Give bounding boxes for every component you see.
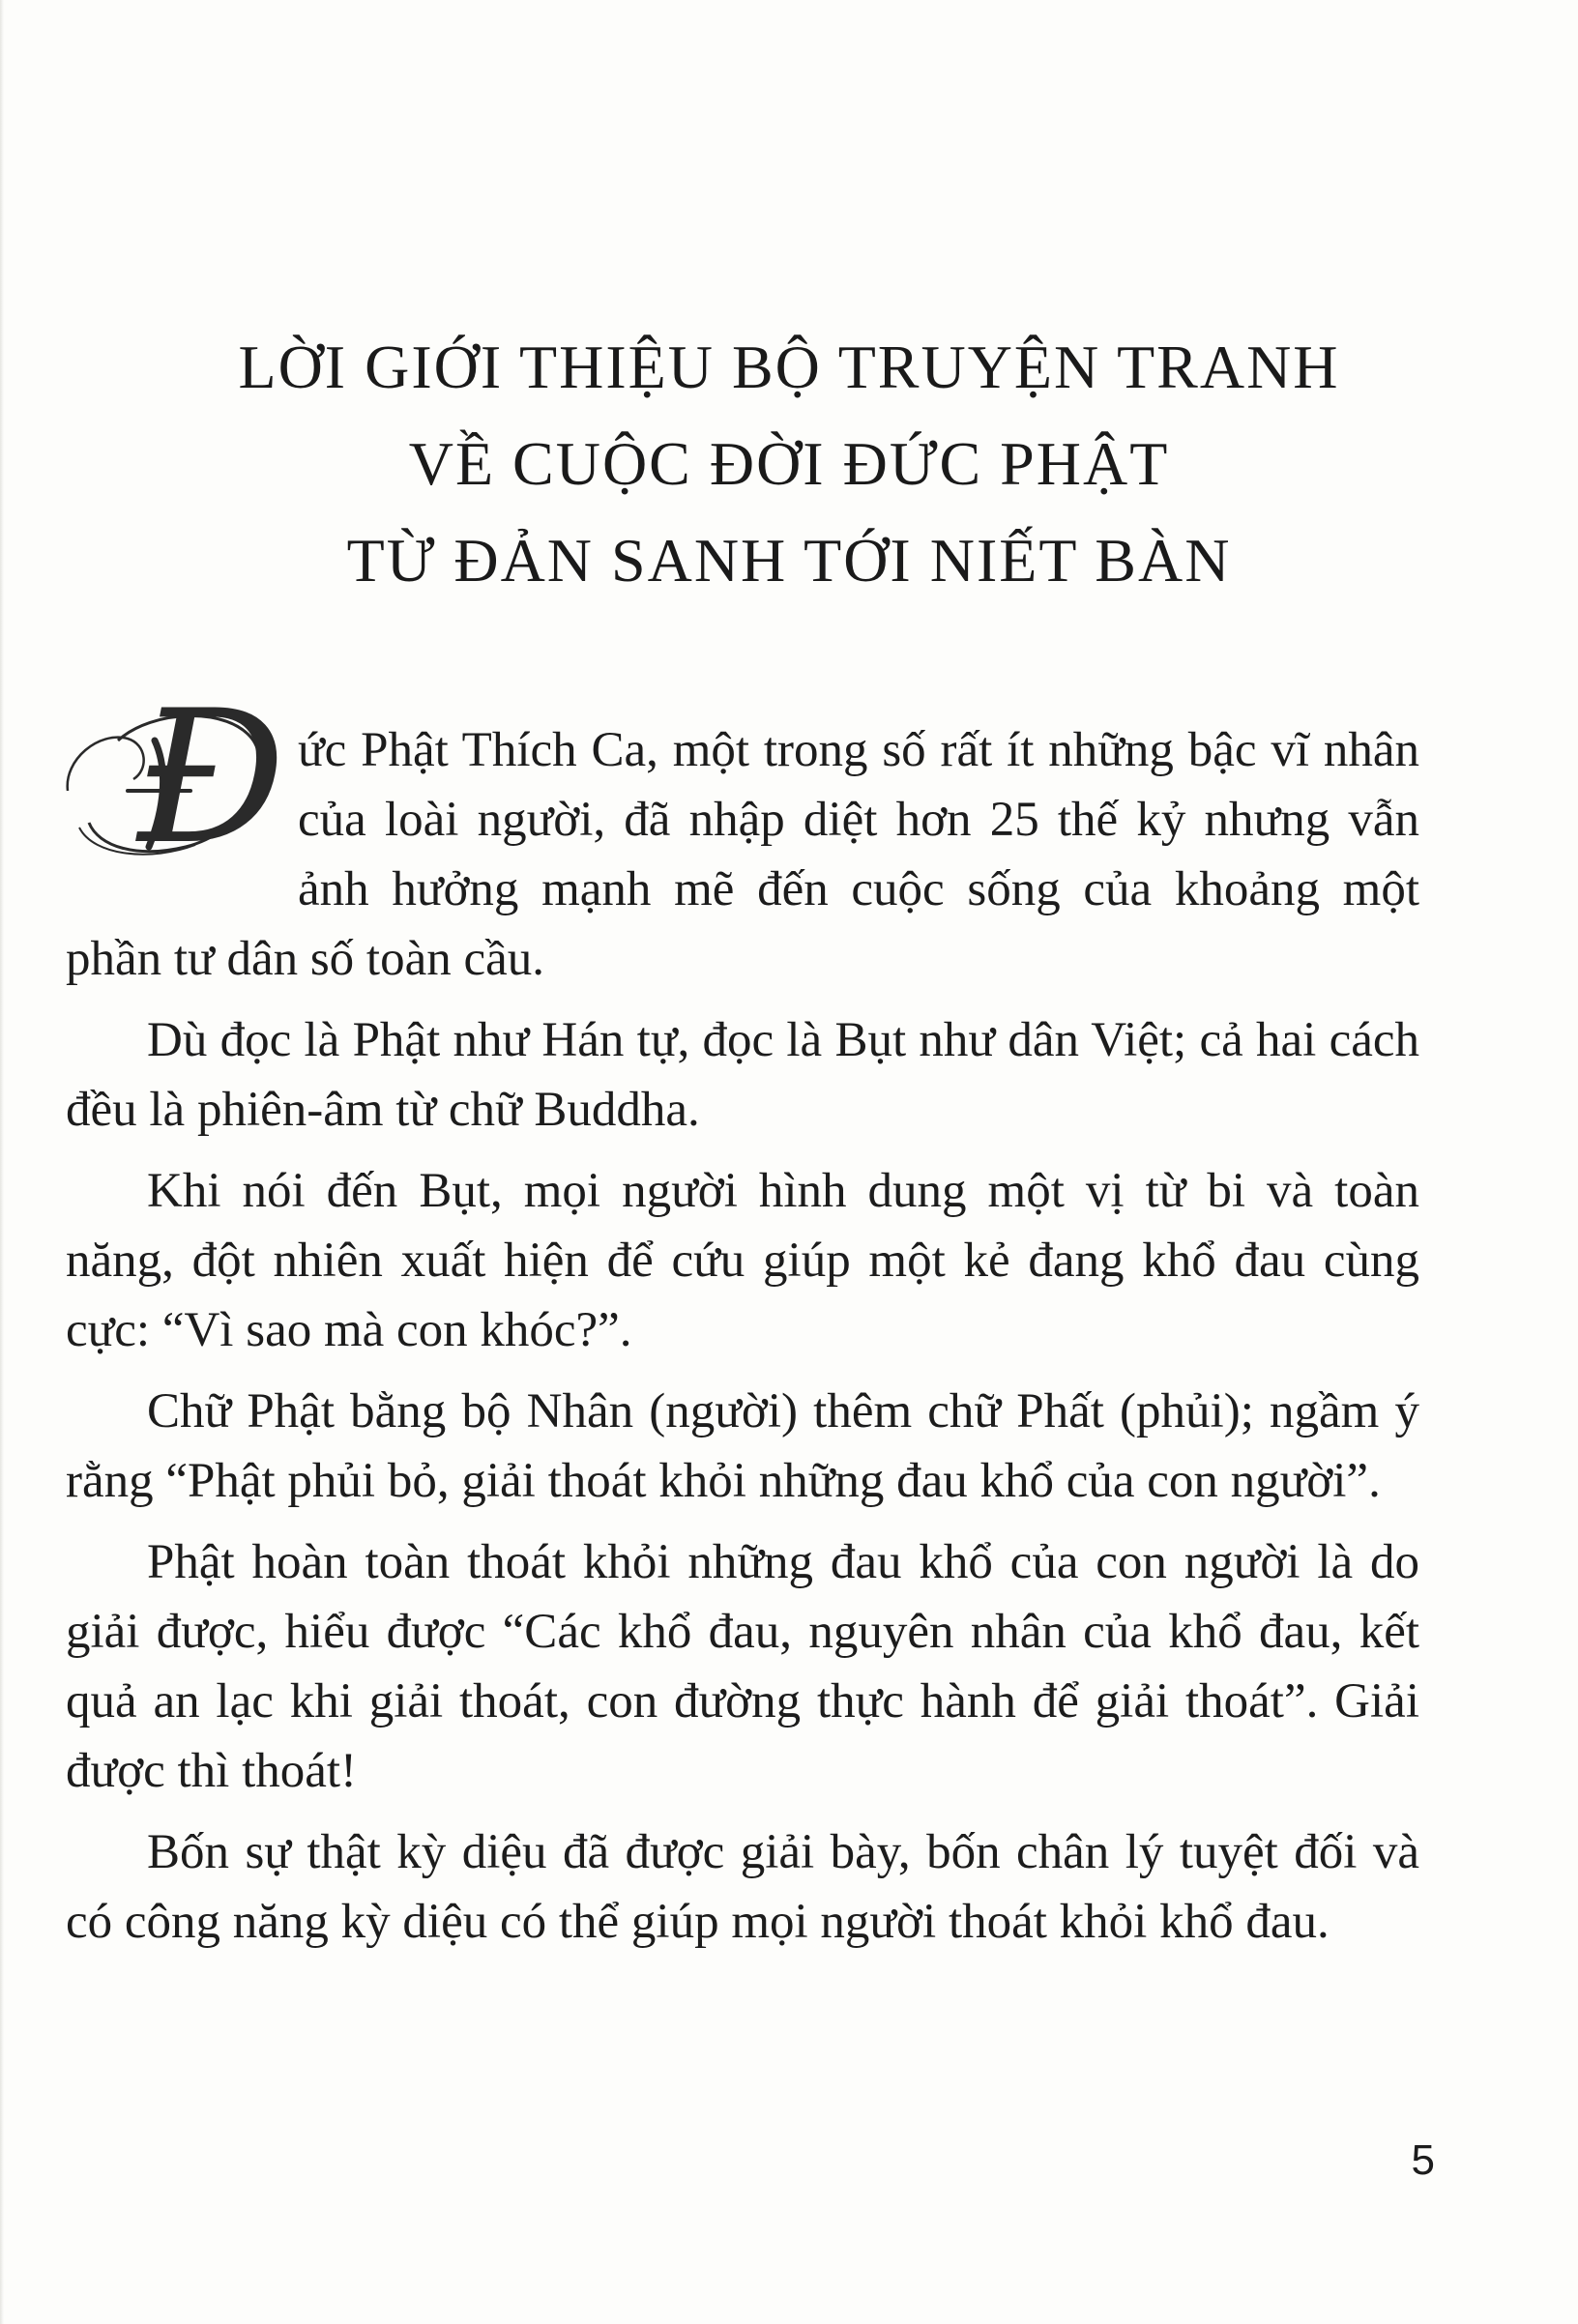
- drop-cap: [60, 671, 288, 885]
- paragraph-6: Bốn sự thật kỳ diệu đã được giải bày, bốn chân lý tuyệt đối và có công năng kỳ diệu có thể giúp mọi người thoát khỏi khổ đau.: [66, 1825, 1419, 1949]
- paragraph-1: [66, 671, 1419, 994]
- body-text: [66, 671, 1419, 1968]
- paragraph-2: Dù đọc là Phật như Hán tự, đọc là Bụt như dân Việt; cả hai cách đều là phiên-âm từ chữ Buddha.: [66, 1013, 1419, 1137]
- paragraph-1-text: ức Phật Thích Ca, một trong số rất ít những bậc vĩ nhân của loài người, đã nhập diệt hơn 25 thế kỷ nhưng vẫn ảnh hưởng mạnh mẽ đến cuộc sống của khoảng một phần tư dân số toàn cầu.: [66, 723, 1419, 986]
- title-line-3: TỪ ĐẢN SANH TỚI NIẾT BÀN: [346, 526, 1232, 595]
- paragraph-5: Phật hoàn toàn thoát khỏi những đau khổ của con người là do giải được, hiểu được “Các khổ đau, nguyên nhân của khổ đau, kết quả an lạc khi giải thoát, con đường thực hành để giải thoát”. Giải được thì thoát!: [66, 1535, 1419, 1798]
- drop-cap-letter: Đ: [137, 671, 286, 885]
- paragraph-4: Chữ Phật bằng bộ Nhân (người) thêm chữ Phất (phủi); ngầm ý rằng “Phật phủi bỏ, giải thoát khỏi những đau khổ của con người”.: [66, 1384, 1419, 1508]
- page-number: 5: [1411, 2136, 1435, 2184]
- chapter-title: [0, 319, 1578, 609]
- title-line-2: VỀ CUỘC ĐỜI ĐỨC PHẬT: [408, 429, 1170, 498]
- paragraph-3: Khi nói đến Bụt, mọi người hình dung một vị từ bi và toàn năng, đột nhiên xuất hiện để cứu giúp một kẻ đang khổ đau cùng cực: “Vì sao mà con khóc?”.: [66, 1164, 1419, 1357]
- title-line-1: LỜI GIỚI THIỆU BỘ TRUYỆN TRANH: [238, 333, 1340, 401]
